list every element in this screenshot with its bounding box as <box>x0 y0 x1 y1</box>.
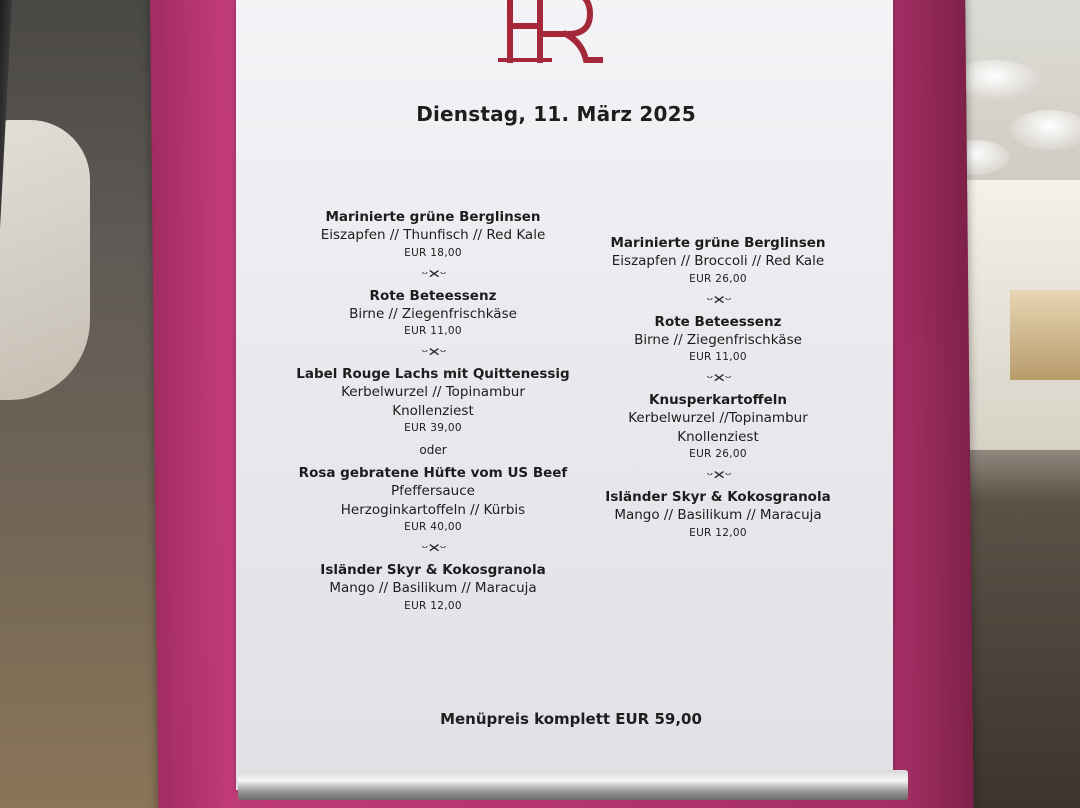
dish-description: Mango // Basilikum // Maracuja <box>614 507 822 523</box>
dish-description: Birne // Ziegenfrischkäse <box>349 305 517 322</box>
dish-title: Marinierte grüne Berglinsen <box>325 209 541 225</box>
menu-item <box>268 287 598 340</box>
dish-title: Marinierte grüne Berglinsen <box>610 235 826 251</box>
dish-description: Pfeffersauce <box>391 483 475 499</box>
dish-description: Birne // Ziegenfrischkäse <box>634 331 802 348</box>
separator-ornament-icon: ᵕ✕ᵕ <box>706 292 730 307</box>
menu-column-right <box>568 234 868 541</box>
dish-title: Rote Beteessenz <box>654 313 782 330</box>
alternative-label: oder <box>419 443 447 457</box>
metal-rail <box>238 770 908 800</box>
dish-title: Knusperkartoffeln <box>649 392 787 408</box>
dish-title: Rosa gebratene Hüfte vom US Beef <box>298 465 568 481</box>
menu-item <box>568 234 868 287</box>
dish-description: Herzoginkartoffeln // Kürbis <box>340 501 526 518</box>
dish-description: Knollenziest <box>677 428 759 445</box>
dish-price: EUR 40,00 <box>404 521 462 533</box>
separator-ornament-icon: ᵕ✕ᵕ <box>421 345 445 359</box>
dish-title: Label Rouge Lachs mit Quittenessig <box>296 366 570 382</box>
separator-ornament-icon: ᵕ✕ᵕ <box>706 371 730 385</box>
dish-price: EUR 11,00 <box>404 325 462 337</box>
hr-logo <box>490 0 610 70</box>
dish-description: Kerbelwurzel // Topinambur <box>341 384 525 400</box>
dish-description: Eiszapfen // Thunfisch // Red Kale <box>320 227 546 243</box>
dish-price: EUR 11,00 <box>689 351 747 363</box>
dish-price: EUR 26,00 <box>689 272 747 285</box>
wooden-box <box>1010 290 1080 380</box>
menu-item <box>268 464 598 535</box>
dish-price: EUR 12,00 <box>404 599 462 612</box>
dish-description: Mango // Basilikum // Maracuja <box>329 580 537 596</box>
separator-ornament-icon: ᵕ✕ᵕ <box>421 266 445 281</box>
menu-item <box>268 208 598 261</box>
dish-description: Kerbelwurzel //Topinambur <box>628 410 808 426</box>
tablecloth-left <box>0 120 90 400</box>
menu-item <box>568 488 868 541</box>
menu-item <box>268 561 598 614</box>
bowl <box>1010 110 1080 150</box>
dish-title: Isländer Skyr & Kokosgranola <box>320 562 546 578</box>
menu-item <box>568 313 868 366</box>
menu-total-price: Menüpreis komplett EUR 59,00 <box>440 710 702 728</box>
hr-monogram <box>490 0 610 70</box>
menu-item <box>268 365 598 436</box>
dish-price: EUR 18,00 <box>404 246 462 259</box>
separator-ornament-icon: ᵕ✕ᵕ <box>421 541 445 555</box>
menu-date: Dienstag, 11. März 2025 <box>416 102 696 126</box>
dish-price: EUR 39,00 <box>404 422 462 434</box>
separator-ornament-icon: ᵕ✕ᵕ <box>706 468 730 482</box>
menu-column-left <box>268 208 598 614</box>
dish-title: Rote Beteessenz <box>369 287 497 304</box>
dish-description: Knollenziest <box>392 402 474 419</box>
menu-item <box>568 391 868 462</box>
dish-price: EUR 26,00 <box>689 448 747 460</box>
dish-price: EUR 12,00 <box>689 526 747 539</box>
dish-description: Eiszapfen // Broccoli // Red Kale <box>611 253 825 269</box>
dish-title: Isländer Skyr & Kokosgranola <box>605 489 831 505</box>
